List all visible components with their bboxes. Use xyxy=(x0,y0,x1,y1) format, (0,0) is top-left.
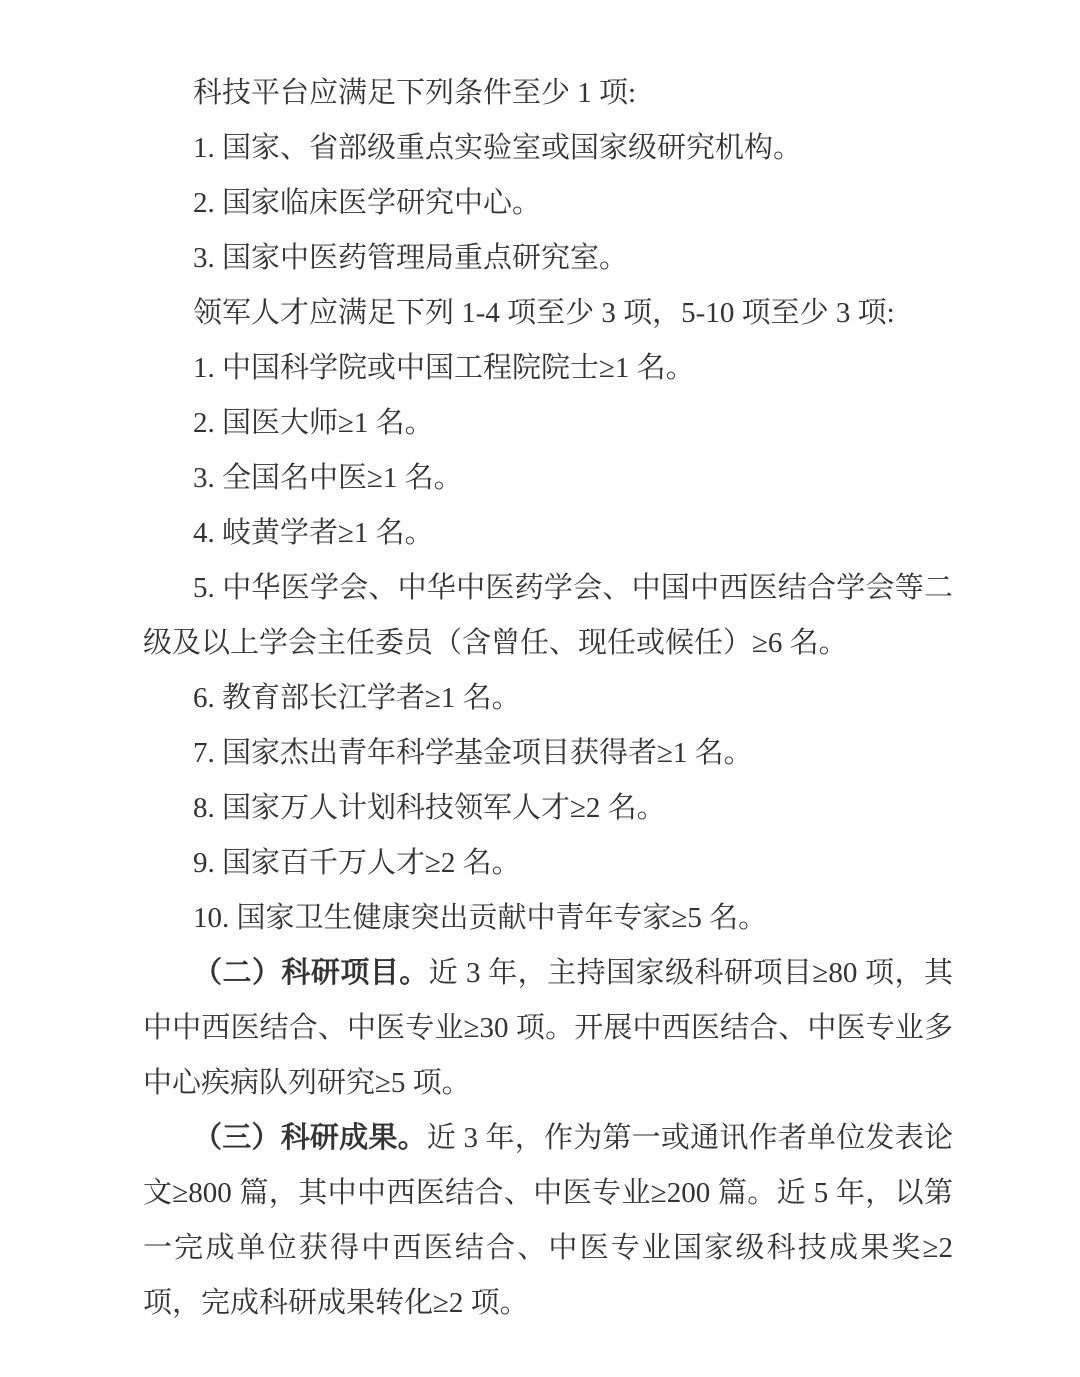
paragraph-text: 6. 教育部长江学者≥1 名。 xyxy=(193,682,521,714)
paragraph-lead-bold: （二）科研项目。 xyxy=(193,957,429,989)
paragraph xyxy=(143,946,953,1111)
paragraph xyxy=(143,561,953,671)
paragraph-text: 10. 国家卫生健康突出贡献中青年专家≥5 名。 xyxy=(193,902,768,934)
paragraph xyxy=(143,396,953,451)
paragraph-text: 3. 国家中医药管理局重点研究室。 xyxy=(193,242,629,274)
paragraph xyxy=(143,506,953,561)
paragraph xyxy=(143,781,953,836)
paragraph-text: 7. 国家杰出青年科学基金项目获得者≥1 名。 xyxy=(193,737,753,769)
paragraph xyxy=(143,726,953,781)
paragraph-lead-bold: （三）科研成果。 xyxy=(193,1122,427,1154)
paragraph-text: 2. 国家临床医学研究中心。 xyxy=(193,187,542,219)
paragraph-text: 近 3 年，作为第一或通讯作者单位发表论文≥800 篇，其中中西医结合、中医专业≥200 篇。近 5 年，以第一完成单位获得中西医结合、中医专业国家级科技成果奖≥2 项，完成科研成果转化≥2 项。 xyxy=(143,1122,953,1319)
paragraph xyxy=(143,341,953,396)
paragraph xyxy=(143,671,953,726)
paragraph-text: 5. 中华医学会、中华中医药学会、中国中西医结合学会等二级及以上学会主任委员（含曾任、现任或候任）≥6 名。 xyxy=(143,572,953,659)
paragraph-text: 近 3 年，主持国家级科研项目≥80 项，其中中西医结合、中医专业≥30 项。开展中西医结合、中医专业多中心疾病队列研究≥5 项。 xyxy=(143,957,953,1099)
paragraph-text: 4. 岐黄学者≥1 名。 xyxy=(193,517,434,549)
paragraph xyxy=(143,286,953,341)
paragraph xyxy=(143,121,953,176)
paragraph xyxy=(143,891,953,946)
paragraph-text: 2. 国医大师≥1 名。 xyxy=(193,407,434,439)
paragraph xyxy=(143,836,953,891)
paragraph xyxy=(143,1111,953,1331)
paragraph-text: 1. 中国科学院或中国工程院院士≥1 名。 xyxy=(193,352,695,384)
paragraph-text: 3. 全国名中医≥1 名。 xyxy=(193,462,463,494)
paragraph xyxy=(143,176,953,231)
paragraph xyxy=(143,231,953,286)
paragraph-text: 8. 国家万人计划科技领军人才≥2 名。 xyxy=(193,792,666,824)
paragraph xyxy=(143,66,953,121)
paragraph-text: 领军人才应满足下列 1-4 项至少 3 项，5-10 项至少 3 项: xyxy=(193,297,895,329)
paragraph-text: 1. 国家、省部级重点实验室或国家级研究机构。 xyxy=(193,132,803,164)
paragraph xyxy=(143,451,953,506)
paragraph-text: 科技平台应满足下列条件至少 1 项: xyxy=(193,77,637,109)
paragraph-text: 9. 国家百千万人才≥2 名。 xyxy=(193,847,521,879)
